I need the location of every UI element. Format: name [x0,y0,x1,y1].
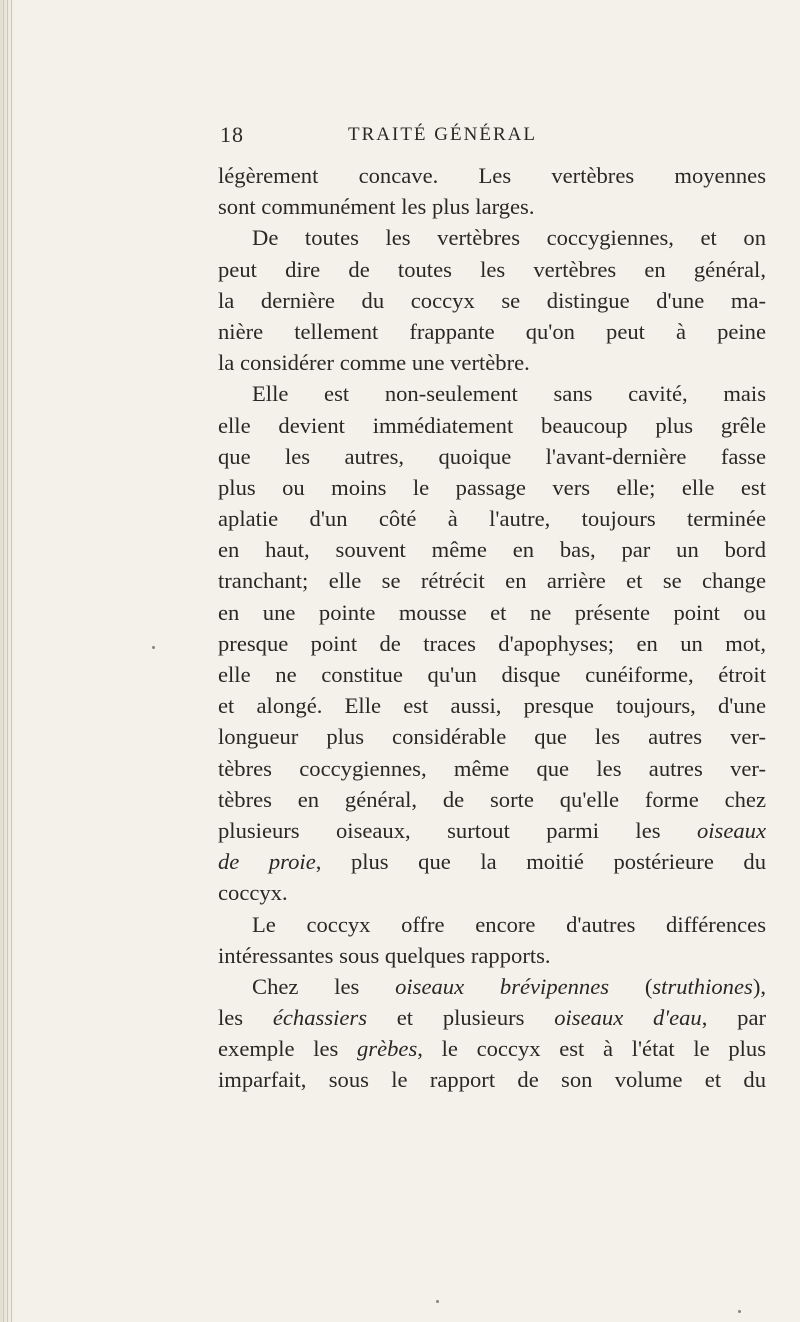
paper-speck [738,1310,741,1313]
text-line: elle devient immédiatement beaucoup plus grêle [218,412,766,438]
text-line [218,971,766,1002]
text-line: tèbres coccygiennes, même que les autres ver- [218,755,766,781]
text-line: nière tellement frappante qu'on peut à peine [218,318,766,344]
text-line: la considérer comme une vertèbre. [218,350,530,376]
text-line: De toutes les vertèbres coccygiennes, et on [252,225,766,251]
text-line: Le coccyx offre encore d'autres différences [252,911,766,937]
italic-term: oiseaux brévipennes [395,973,610,999]
text-line [218,846,766,877]
text-line: la dernière du coccyx se distingue d'une ma- [218,287,766,313]
paper-speck [152,646,155,649]
text-line: coccyx. [218,880,288,906]
text-line [218,1002,766,1033]
text-line: longueur plus considérable que les autres ver- [218,724,766,750]
text-line: en haut, souvent même en bas, par un bord [218,537,766,563]
body-text [218,160,766,1096]
text-line [218,1033,766,1064]
text-line: tèbres en général, de sorte qu'elle forme chez [218,786,766,812]
text-segment: Chez les [252,973,396,999]
text-line: plus ou moins le passage vers elle; elle est [218,474,766,500]
text-line: légèrement concave. Les vertèbres moyennes [218,163,766,188]
text-line: elle ne constitue qu'un disque cunéiforme, étroit [218,662,766,687]
text-segment: , le coccyx est à l'état le plus [417,1036,766,1062]
text-line: Elle est non-seulement sans cavité, mais [252,381,766,407]
running-head: TRAITÉ GÉNÉRAL [348,124,537,145]
italic-term: grèbes [357,1036,418,1062]
text-line: imparfait, sous le rapport de son volume et du [218,1067,766,1093]
italic-term: struthiones [652,973,753,999]
text-line: que les autres, quoique l'avant-dernière fasse [218,443,766,469]
italic-term: échassiers [272,1005,368,1031]
text-segment: ), [752,973,766,999]
italic-term: de proie [218,849,316,875]
text-segment: les [218,1005,273,1031]
text-segment: et plusieurs [367,1005,555,1031]
italic-term: oiseaux d'eau [554,1005,702,1031]
text-segment: ( [609,973,653,999]
text-segment: exemple les [218,1036,357,1062]
page-edge-line [7,0,8,1322]
text-line [218,815,766,846]
text-line: peut dire de toutes les vertèbres en général, [218,256,766,282]
page-header [220,122,760,152]
text-line: aplatie d'un côté à l'autre, toujours terminée [218,506,766,532]
text-line: en une pointe mousse et ne présente point ou [218,599,766,625]
text-segment: plusieurs oiseaux, surtout parmi les [218,817,697,843]
page-edge [0,0,14,1322]
text-line: sont communément les plus larges. [218,194,535,220]
text-line: tranchant; elle se rétrécit en arrière et se change [218,568,766,594]
text-line: intéressantes sous quelques rapports. [218,942,551,968]
paper-speck [436,1300,439,1303]
text-line: presque point de traces d'apophyses; en un mot, [218,630,766,656]
page-number: 18 [220,122,244,147]
page-edge-line [3,0,4,1322]
page-edge-line [11,0,12,1322]
text-segment: , par [701,1005,766,1031]
italic-term: oiseaux [696,817,766,843]
text-line: et alongé. Elle est aussi, presque toujours, d'une [218,693,766,719]
text-segment: , plus que la moitié postérieure du [315,849,766,875]
